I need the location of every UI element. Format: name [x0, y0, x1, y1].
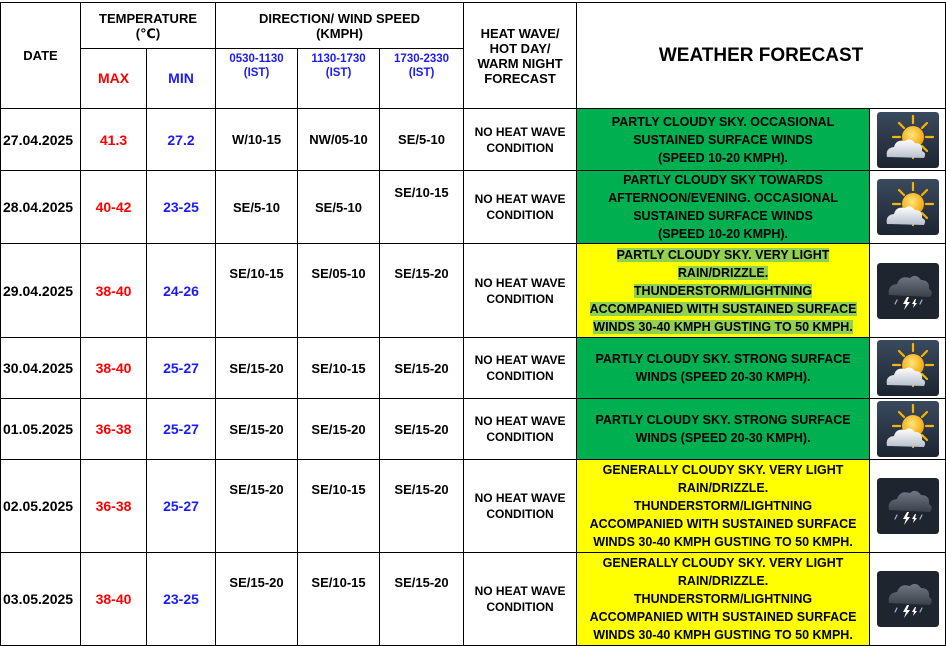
thunderstorm-icon [877, 263, 939, 319]
forecast-line: RAIN/DRIZZLE. [677, 574, 769, 588]
forecast-line: (SPEED 10-20 KMPH). [658, 150, 788, 165]
wind-slot2-cell: SE/10-15 [298, 338, 380, 399]
wind-slot3-cell: SE/15-20 [380, 399, 464, 460]
forecast-cell [577, 244, 870, 338]
forecast-table [0, 2, 946, 646]
wind-slot2-cell: SE/15-20 [298, 399, 380, 460]
heatwave-line: CONDITION [486, 291, 554, 306]
min-header: MIN [147, 49, 216, 109]
highlighted-text: RAIN/DRIZZLE. [677, 265, 769, 280]
max-temp-cell: 41.3 [81, 109, 147, 171]
max-temp-cell: 38-40 [81, 338, 147, 399]
slot-time: 0530-1130 [229, 53, 284, 65]
min-temp-cell: 25-27 [147, 460, 216, 553]
date-cell: 30.04.2025 [1, 338, 81, 399]
forecast-line: PARTLY CLOUDY SKY. OCCASIONAL [611, 114, 835, 129]
wind-slot2-cell: NW/05-10 [298, 109, 380, 171]
date-cell: 01.05.2025 [1, 399, 81, 460]
forecast-line: PARTLY CLOUDY SKY. STRONG SURFACE [595, 413, 851, 427]
slot1-header [216, 49, 298, 109]
wind-slot1-cell: SE/15-20 [216, 460, 298, 553]
heatwave-header [464, 3, 577, 109]
min-temp-cell: 24-26 [147, 244, 216, 338]
icon-cell [870, 109, 946, 171]
wind-slot1-cell: W/10-15 [216, 109, 298, 171]
forecast-line: ACCOMPANIED WITH SUSTAINED SURFACE [589, 517, 857, 531]
heatwave-header-line: HEAT WAVE/ [480, 25, 560, 41]
slot-time: 1130-1730 [311, 53, 366, 65]
partly-cloudy-icon [877, 340, 939, 396]
wind-slot1-cell: SE/5-10 [216, 171, 298, 244]
forecast-line: GENERALLY CLOUDY SKY. VERY LIGHT [602, 556, 844, 570]
forecast-line [579, 282, 867, 300]
slot2-header [298, 49, 380, 109]
wind-unit: (KMPH) [316, 25, 363, 41]
table-row [1, 171, 946, 244]
slot-tz: (IST) [408, 67, 435, 79]
date-cell: 02.05.2025 [1, 460, 81, 553]
min-temp-cell: 25-27 [147, 338, 216, 399]
partly-cloudy-icon [877, 112, 939, 168]
forecast-line: ACCOMPANIED WITH SUSTAINED SURFACE [589, 610, 857, 624]
highlighted-text: ACCOMPANIED WITH SUSTAINED SURFACE [589, 301, 857, 316]
forecast-line: RAIN/DRIZZLE. [677, 481, 769, 495]
max-temp-cell: 36-38 [81, 460, 147, 553]
slot-time: 1730-2330 [394, 53, 450, 65]
min-temp-cell: 27.2 [147, 109, 216, 171]
partly-cloudy-icon [877, 179, 939, 235]
heatwave-line: NO HEAT WAVE [474, 124, 566, 139]
wind-slot3-cell: SE/15-20 [380, 338, 464, 399]
wind-slot1-cell: SE/15-20 [216, 553, 298, 646]
forecast-cell [577, 399, 870, 460]
slot3-header [380, 49, 464, 109]
wind-slot1-cell: SE/15-20 [216, 399, 298, 460]
icon-cell [870, 399, 946, 460]
wind-slot3-cell: SE/10-15 [380, 171, 464, 244]
heatwave-line: CONDITION [486, 208, 554, 222]
table-row [1, 399, 946, 460]
wind-header [216, 3, 464, 49]
forecast-line: GENERALLY CLOUDY SKY. VERY LIGHT [602, 463, 844, 477]
heatwave-cell [464, 338, 577, 399]
wind-slot3-cell: SE/15-20 [380, 244, 464, 338]
wind-slot3-cell: SE/15-20 [380, 553, 464, 646]
date-cell: 29.04.2025 [1, 244, 81, 338]
heatwave-line: NO HEAT WAVE [474, 414, 566, 428]
temperature-header [81, 3, 216, 49]
min-temp-cell: 23-25 [147, 171, 216, 244]
forecast-line: THUNDERSTORM/LIGHTNING [633, 499, 813, 513]
heatwave-line: NO HEAT WAVE [474, 491, 566, 505]
weather-forecast-header: WEATHER FORECAST [577, 3, 946, 109]
forecast-line: SUSTAINED SURFACE WINDS [633, 132, 813, 147]
highlighted-text: WINDS 30-40 KMPH GUSTING TO 50 KMPH. [593, 319, 853, 334]
heatwave-line: CONDITION [486, 369, 554, 383]
temperature-unit: (℃) [135, 25, 161, 41]
heatwave-header-line: FORECAST [484, 70, 556, 86]
table-row [1, 109, 946, 171]
slot-tz: (IST) [325, 67, 352, 79]
forecast-line: PARTLY CLOUDY SKY TOWARDS [623, 173, 823, 187]
icon-cell [870, 244, 946, 338]
forecast-line: WINDS (SPEED 20-30 KMPH). [635, 370, 811, 384]
heatwave-line: CONDITION [486, 430, 554, 444]
date-cell: 03.05.2025 [1, 553, 81, 646]
forecast-cell [577, 460, 870, 553]
wind-slot2-cell: SE/5-10 [298, 171, 380, 244]
heatwave-cell [464, 171, 577, 244]
heatwave-cell [464, 399, 577, 460]
partly-cloudy-icon [877, 401, 939, 457]
heatwave-header-line: HOT DAY/ [489, 40, 551, 56]
heatwave-line: NO HEAT WAVE [474, 584, 566, 598]
heatwave-line: CONDITION [486, 140, 554, 155]
wind-slot3-cell: SE/5-10 [380, 109, 464, 171]
date-header: DATE [1, 3, 81, 109]
forecast-line [579, 264, 867, 282]
thunderstorm-icon [877, 571, 939, 627]
forecast-line [579, 300, 867, 318]
forecast-line [579, 318, 867, 336]
heatwave-line: CONDITION [486, 507, 554, 521]
wind-slot1-cell: SE/15-20 [216, 338, 298, 399]
heatwave-line: NO HEAT WAVE [474, 275, 566, 290]
thunderstorm-icon [877, 478, 939, 534]
date-cell: 28.04.2025 [1, 171, 81, 244]
forecast-line: WINDS 30-40 KMPH GUSTING TO 50 KMPH. [593, 628, 853, 642]
slot-tz: (IST) [243, 67, 270, 79]
min-temp-cell: 23-25 [147, 553, 216, 646]
forecast-line [579, 246, 867, 264]
forecast-line: SUSTAINED SURFACE WINDS [633, 209, 813, 223]
forecast-line: THUNDERSTORM/LIGHTNING [633, 592, 813, 606]
wind-slot1-cell: SE/10-15 [216, 244, 298, 338]
icon-cell [870, 171, 946, 244]
icon-cell [870, 460, 946, 553]
forecast-line: (SPEED 10-20 KMPH). [658, 227, 788, 241]
heatwave-cell [464, 109, 577, 171]
forecast-cell [577, 171, 870, 244]
heatwave-line: NO HEAT WAVE [474, 353, 566, 367]
heatwave-cell [464, 244, 577, 338]
table-row [1, 338, 946, 399]
forecast-line: WINDS (SPEED 20-30 KMPH). [635, 431, 811, 445]
forecast-line: WINDS 30-40 KMPH GUSTING TO 50 KMPH. [593, 535, 853, 549]
wind-slot2-cell: SE/05-10 [298, 244, 380, 338]
wind-slot3-cell: SE/15-20 [380, 460, 464, 553]
forecast-line: AFTERNOON/EVENING. OCCASIONAL [608, 191, 838, 205]
max-header: MAX [81, 49, 147, 109]
wind-title: DIRECTION/ WIND SPEED [258, 10, 421, 26]
wind-slot2-cell: SE/10-15 [298, 460, 380, 553]
heatwave-line: NO HEAT WAVE [474, 192, 566, 206]
temperature-title: TEMPERATURE [99, 10, 197, 26]
table-row [1, 244, 946, 338]
max-temp-cell: 40-42 [81, 171, 147, 244]
table-row [1, 460, 946, 553]
forecast-line: PARTLY CLOUDY SKY. STRONG SURFACE [595, 352, 851, 366]
heatwave-line: CONDITION [486, 600, 554, 614]
forecast-cell [577, 338, 870, 399]
heatwave-header-line: WARM NIGHT [477, 55, 563, 71]
heatwave-cell [464, 460, 577, 553]
icon-cell [870, 338, 946, 399]
max-temp-cell: 38-40 [81, 553, 147, 646]
min-temp-cell: 25-27 [147, 399, 216, 460]
highlighted-text: THUNDERSTORM/LIGHTNING [633, 283, 813, 298]
date-cell: 27.04.2025 [1, 109, 81, 171]
wind-slot2-cell: SE/10-15 [298, 553, 380, 646]
forecast-cell [577, 109, 870, 171]
max-temp-cell: 38-40 [81, 244, 147, 338]
max-temp-cell: 36-38 [81, 399, 147, 460]
highlighted-text: PARTLY CLOUDY SKY. VERY LIGHT [616, 247, 830, 262]
